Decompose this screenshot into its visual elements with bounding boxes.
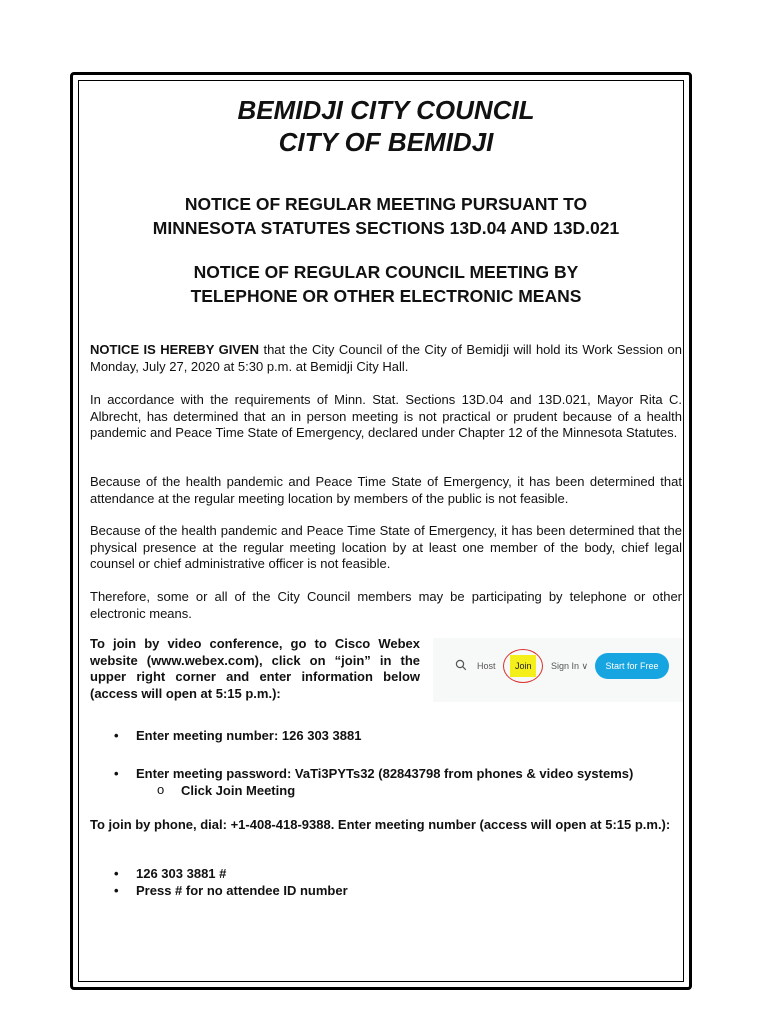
bullet-glyph: •	[114, 728, 119, 743]
bullet-glyph: •	[114, 882, 119, 898]
paragraph-public-attendance: Because of the health pandemic and Peace Time State of Emergency, it has been determined that attendance at the regular meeting location by members of the public is not feasible.	[90, 474, 682, 506]
video-conference-section	[90, 636, 682, 702]
heading-regular-meeting	[90, 192, 682, 240]
heading-1-line-2: MINNESOTA STATUTES SECTIONS 13D.04 AND 13D.021	[152, 218, 620, 238]
list-item: • Enter meeting number: 126 303 3881	[114, 728, 362, 743]
bullet-glyph: •	[114, 766, 119, 781]
join-circle-annotation	[503, 649, 543, 683]
bullet-glyph: •	[114, 866, 119, 881]
sub-bullet-glyph: o	[157, 782, 165, 797]
search-icon	[455, 658, 467, 674]
heading-2-line-1: NOTICE OF REGULAR COUNCIL MEETING BY	[193, 262, 579, 282]
list-item: • 126 303 3881 #	[114, 866, 227, 881]
video-steps-list	[90, 728, 682, 745]
title-line-2: CITY OF BEMIDJI	[278, 127, 494, 157]
phone-steps-list	[90, 866, 682, 899]
webex-host-link: Host	[477, 661, 496, 671]
page-title	[90, 94, 682, 158]
heading-2-line-2: TELEPHONE OR OTHER ELECTRONIC MEANS	[190, 286, 582, 306]
paragraph-physical-presence: Because of the health pandemic and Peace Time State of Emergency, it has been determined that the physical presence at the regular meeting location by at least one member of the body, chief legal counsel or chief administrative officer is not feasible.	[90, 523, 682, 571]
phone-instructions: To join by phone, dial: +1-408-418-9388. Enter meeting number (access will open at 5:15 p.m.):	[90, 817, 671, 832]
phone-section	[90, 817, 682, 834]
list-item: • Press # for no attendee ID number	[114, 882, 348, 898]
webex-start-button: Start for Free	[595, 653, 669, 679]
heading-1-line-1: NOTICE OF REGULAR MEETING PURSUANT TO	[184, 194, 588, 214]
notice-lead: NOTICE IS HEREBY GIVEN	[90, 342, 260, 357]
paragraph-notice	[90, 342, 682, 375]
video-instructions: To join by video conference, go to Cisco Webex website (www.webex.com), click on “join” in the upper right corner and enter information below (access will open at 5:15 p.m.):	[90, 636, 420, 701]
webex-header-screenshot	[433, 638, 683, 702]
video-password-list	[90, 766, 682, 783]
list-item: • Enter meeting password: VaTi3PYTs32 (82843798 from phones & video systems)	[114, 766, 634, 781]
webex-signin-link: Sign In ∨	[551, 661, 589, 671]
paragraph-participation: Therefore, some or all of the City Council members may be participating by telephone or other electronic means.	[90, 589, 682, 621]
title-line-1: BEMIDJI CITY COUNCIL	[237, 95, 535, 125]
notice-body: that the City Council of the City of Bemidji will hold its Work Session on Monday, July 27, 2020 at 5:30 p.m. at Bemidji City Hall.	[90, 342, 682, 374]
heading-electronic-meeting	[90, 260, 682, 308]
paragraph-requirements: In accordance with the requirements of Minn. Stat. Sections 13D.04 and 13D.021, Mayor Rita C. Albrecht, has determined that an in person meeting is not practical or prudent because of a health pandemic and Peace Time State of Emergency, declared under Chapter 12 of the Minnesota Statutes.	[90, 392, 682, 440]
sub-list-item: o Click Join Meeting	[157, 782, 296, 798]
webex-join-link: Join	[515, 661, 532, 671]
